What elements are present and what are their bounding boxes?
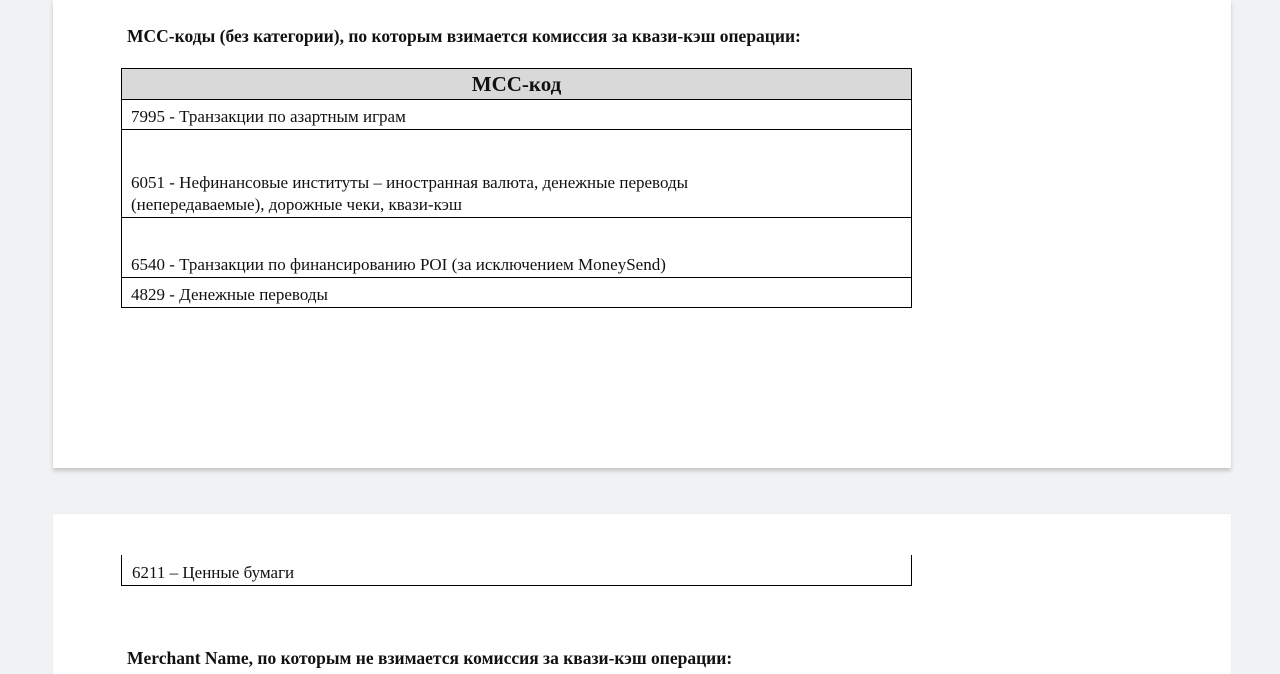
table-cell: [122, 130, 912, 218]
column-header-mcc: МСС-код: [122, 69, 912, 100]
table-row: [122, 130, 912, 218]
cell-line: 6051 - Нефинансовые институты – иностранная валюта, денежные переводы: [131, 173, 689, 192]
table-row: [122, 278, 912, 308]
table-row: [122, 218, 912, 278]
table-row-continued: [121, 555, 912, 586]
section-heading: МСС-коды (без категории), по которым взимается комиссия за квази-кэш операции:: [127, 26, 801, 46]
document-page-2: [53, 514, 1231, 674]
table-cell: [122, 218, 912, 278]
mcc-table: [121, 68, 912, 308]
document-page-1: [53, 0, 1231, 468]
section-heading: Merchant Name, по которым не взимается комиссия за квази-кэш операции:: [127, 648, 733, 668]
cell-line: 6211 – Ценные бумаги: [132, 563, 295, 582]
cell-line: (непередаваемые), дорожные чеки, квази-кэш: [131, 195, 462, 214]
cell-line: 4829 - Денежные переводы: [131, 285, 328, 304]
table-row: [122, 100, 912, 130]
table-header-row: [122, 69, 912, 100]
cell-line: 6540 - Транзакции по финансированию POI (за исключением MoneySend): [131, 255, 666, 274]
cell-line: 7995 - Транзакции по азартным играм: [131, 107, 406, 126]
table-cell: [122, 278, 912, 308]
table-cell: [122, 100, 912, 130]
